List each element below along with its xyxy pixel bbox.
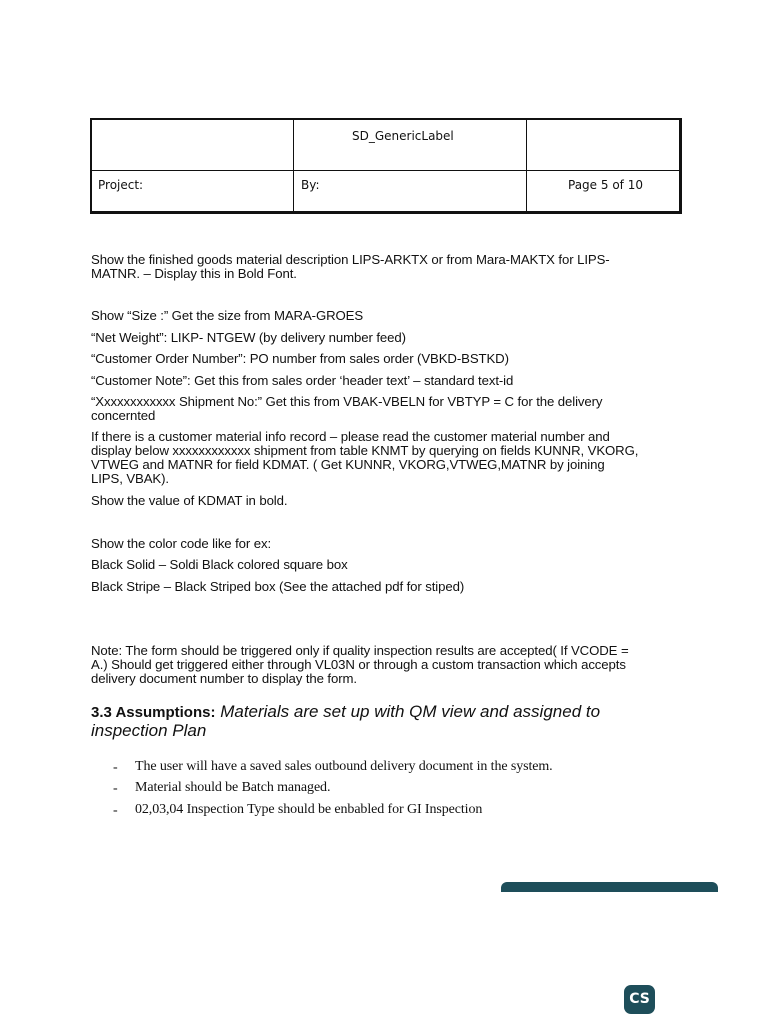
- paragraph-line: A.) Should get triggered either through VL03N or through a custom transaction which accepts: [91, 657, 626, 672]
- paragraph-line: If there is a customer material info record – please read the customer material number and: [91, 429, 610, 444]
- assumption-item: The user will have a saved sales outbound delivery document in the system.: [135, 759, 553, 774]
- paragraph-line: Show the value of KDMAT in bold.: [91, 493, 288, 508]
- bullet-marker: -: [113, 760, 118, 775]
- header-table: [90, 118, 682, 214]
- paragraph-line: Show “Size :” Get the size from MARA-GROES: [91, 308, 364, 323]
- paragraph-line: Show the finished goods material description LIPS-ARKTX or from Mara-MAKTX for LIPS-: [91, 252, 610, 267]
- paragraph-line: display below xxxxxxxxxxxx shipment from table KNMT by querying on fields KUNNR, VKORG,: [91, 443, 639, 458]
- header-title: SD_GenericLabel: [352, 129, 454, 143]
- paragraph-line: concernted: [91, 408, 156, 423]
- paragraph-line: Show the color code like for ex:: [91, 536, 272, 551]
- paragraph-line: VTWEG and MATNR for field KDMAT. ( Get KUNNR, VKORG,VTWEG,MATNR by joining: [91, 457, 605, 472]
- header-divider: [526, 120, 527, 211]
- paragraph-line: Black Solid – Soldi Black colored square box: [91, 557, 348, 572]
- assumption-item: Material should be Batch managed.: [135, 780, 331, 795]
- assumptions-number: 3.3 Assumptions:: [91, 704, 216, 721]
- paragraph-line: Black Stripe – Black Striped box (See the attached pdf for stiped): [91, 579, 465, 594]
- project-label: Project:: [98, 178, 144, 192]
- paragraph-line: MATNR. – Display this in Bold Font.: [91, 266, 297, 281]
- page-number: Page 5 of 10: [568, 178, 643, 192]
- assumptions-heading-continued: [91, 721, 206, 740]
- scanner-banner-bar: [501, 882, 718, 892]
- camscanner-logo-icon: CS: [624, 985, 655, 1014]
- assumptions-heading: [91, 702, 600, 722]
- paragraph-line: Note: The form should be triggered only if quality inspection results are accepted( If VCODE =: [91, 643, 629, 658]
- assumption-item: 02,03,04 Inspection Type should be enbabled for GI Inspection: [135, 802, 483, 817]
- header-row-divider: [92, 170, 679, 171]
- bullet-marker: -: [113, 803, 118, 818]
- paragraph-line: delivery document number to display the form.: [91, 671, 357, 686]
- header-divider: [293, 120, 294, 211]
- paragraph-line: “Customer Order Number”: PO number from sales order (VBKD-BSTKD): [91, 351, 509, 366]
- paragraph-line: “Customer Note”: Get this from sales order ‘header text’ – standard text-id: [91, 373, 514, 388]
- paragraph-line: “Xxxxxxxxxxxx Shipment No:” Get this from VBAK-VBELN for VBTYP = C for the delivery: [91, 394, 603, 409]
- bullet-marker: -: [113, 781, 118, 796]
- assumptions-heading-text: inspection Plan: [91, 721, 207, 740]
- paragraph-line: “Net Weight”: LIKP- NTGEW (by delivery number feed): [91, 330, 406, 345]
- by-label: By:: [301, 178, 320, 192]
- paragraph-line: LIPS, VBAK).: [91, 471, 169, 486]
- assumptions-heading-text: Materials are set up with QM view and assigned to: [220, 702, 601, 721]
